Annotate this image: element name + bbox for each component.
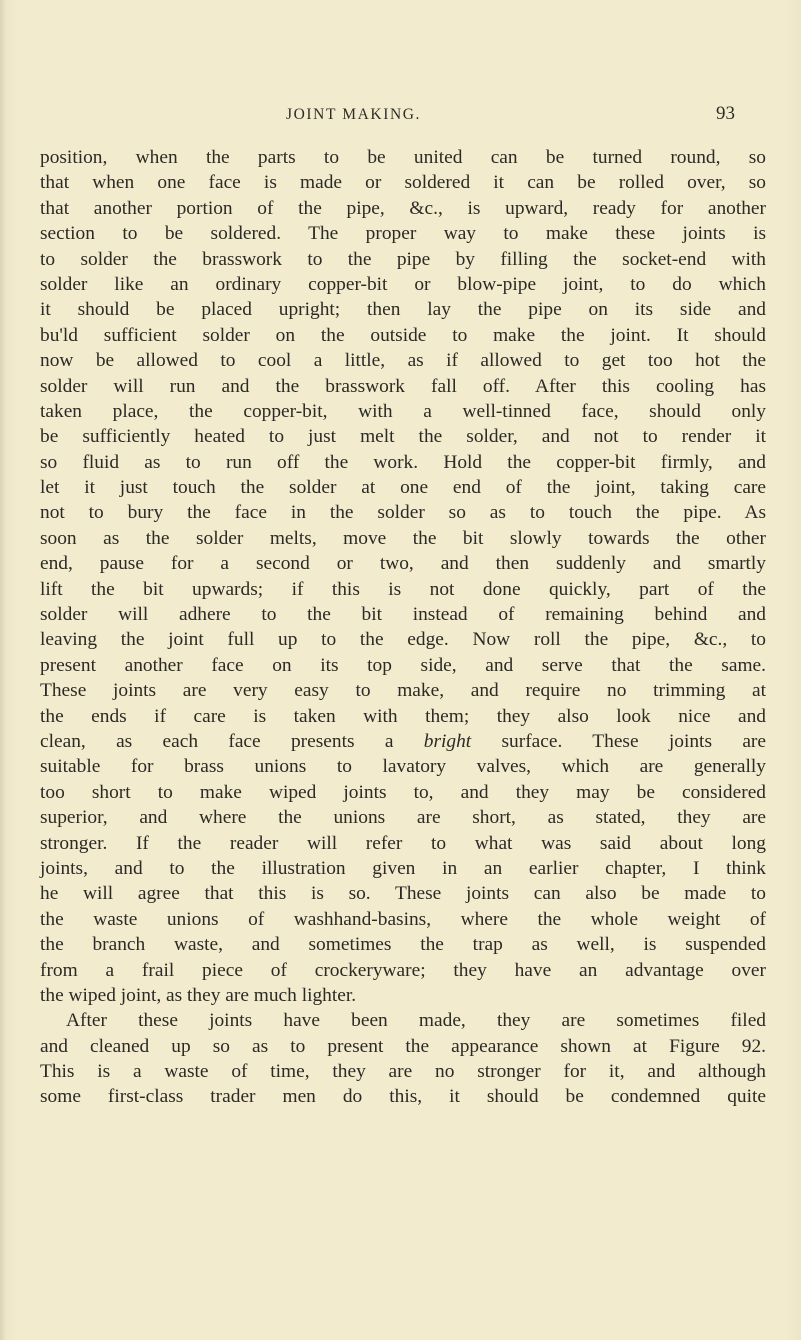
text-line: section to be soldered. The proper way to make these joints is — [40, 223, 766, 245]
text-line: joints, and to the illustration given in an earlier chapter, I think — [40, 857, 766, 879]
italic-word: bright — [423, 730, 472, 752]
page-number: 93 — [716, 103, 735, 124]
text-line: lift the bit upwards; if this is not done quickly, part of the — [40, 578, 766, 600]
text-line: it should be placed upright; then lay the pipe on its side and — [40, 299, 766, 321]
text-fragment: surface. These joints are — [471, 730, 766, 752]
text-line: suitable for brass unions to lavatory valves, which are generally — [40, 756, 766, 778]
text-line: from a frail piece of crockeryware; they have an advantage over — [40, 959, 766, 981]
text-line: solder will run and the brasswork fall off. After this cooling has — [40, 375, 766, 397]
text-line: some first-class trader men do this, it should be condemned quite — [40, 1086, 766, 1108]
text-line: This is a waste of time, they are no stronger for it, and although — [40, 1061, 766, 1083]
text-line: stronger. If the reader will refer to what was said about long — [40, 832, 766, 854]
text-line: soon as the solder melts, move the bit slowly towards the other — [40, 527, 766, 549]
text-line: be sufficiently heated to just melt the solder, and not to render it — [40, 426, 766, 448]
text-fragment: clean, as each face presents a — [40, 730, 424, 752]
text-line: not to bury the face in the solder so as to touch the pipe. As — [40, 502, 766, 524]
running-head — [0, 103, 801, 128]
text-line: so fluid as to run off the work. Hold the copper-bit firmly, and — [40, 451, 766, 473]
text-line: let it just touch the solder at one end of the joint, taking care — [40, 477, 766, 499]
body-text — [40, 145, 766, 1110]
text-line: superior, and where the unions are short, as stated, they are — [40, 807, 766, 829]
text-line: present another face on its top side, and serve that the same. — [40, 654, 766, 676]
text-line: the waste unions of washhand-basins, where the whole weight of — [40, 908, 766, 930]
text-line: the branch waste, and sometimes the trap as well, is suspended — [40, 934, 766, 956]
text-line: These joints are very easy to make, and require no trimming at — [40, 680, 766, 702]
text-line: taken place, the copper-bit, with a well-tinned face, should only — [40, 400, 766, 422]
text-line: solder like an ordinary copper-bit or blow-pipe joint, to do which — [40, 273, 766, 295]
page-edge-shadow — [0, 0, 6, 1340]
text-line: to solder the brasswork to the pipe by filling the socket-end with — [40, 248, 766, 270]
running-title: JOINT MAKING. — [286, 106, 422, 123]
text-line: he will agree that this is so. These joints can also be made to — [40, 883, 766, 905]
text-line: and cleaned up so as to present the appearance shown at Figure 92. — [40, 1035, 766, 1057]
text-line: that another portion of the pipe, &c., is upward, ready for another — [40, 197, 766, 219]
text-line: solder will adhere to the bit instead of remaining behind and — [40, 604, 766, 626]
text-line-mixed — [40, 729, 766, 754]
text-line: the ends if care is taken with them; they also look nice and — [40, 705, 766, 727]
text-line: now be allowed to cool a little, as if allowed to get too hot the — [40, 350, 766, 372]
text-line: end, pause for a second or two, and then suddenly and smartly — [40, 553, 766, 575]
text-line: that when one face is made or soldered it can be rolled over, so — [40, 172, 766, 194]
text-line: too short to make wiped joints to, and they may be considered — [40, 781, 766, 803]
text-line: After these joints have been made, they are sometimes filed — [66, 1010, 766, 1032]
text-line: the wiped joint, as they are much lighter. — [40, 984, 357, 1006]
text-line: leaving the joint full up to the edge. Now roll the pipe, &c., to — [40, 629, 766, 651]
text-line: bu'ld sufficient solder on the outside to make the joint. It should — [40, 324, 766, 346]
text-line: position, when the parts to be united can be turned round, so — [40, 147, 766, 168]
